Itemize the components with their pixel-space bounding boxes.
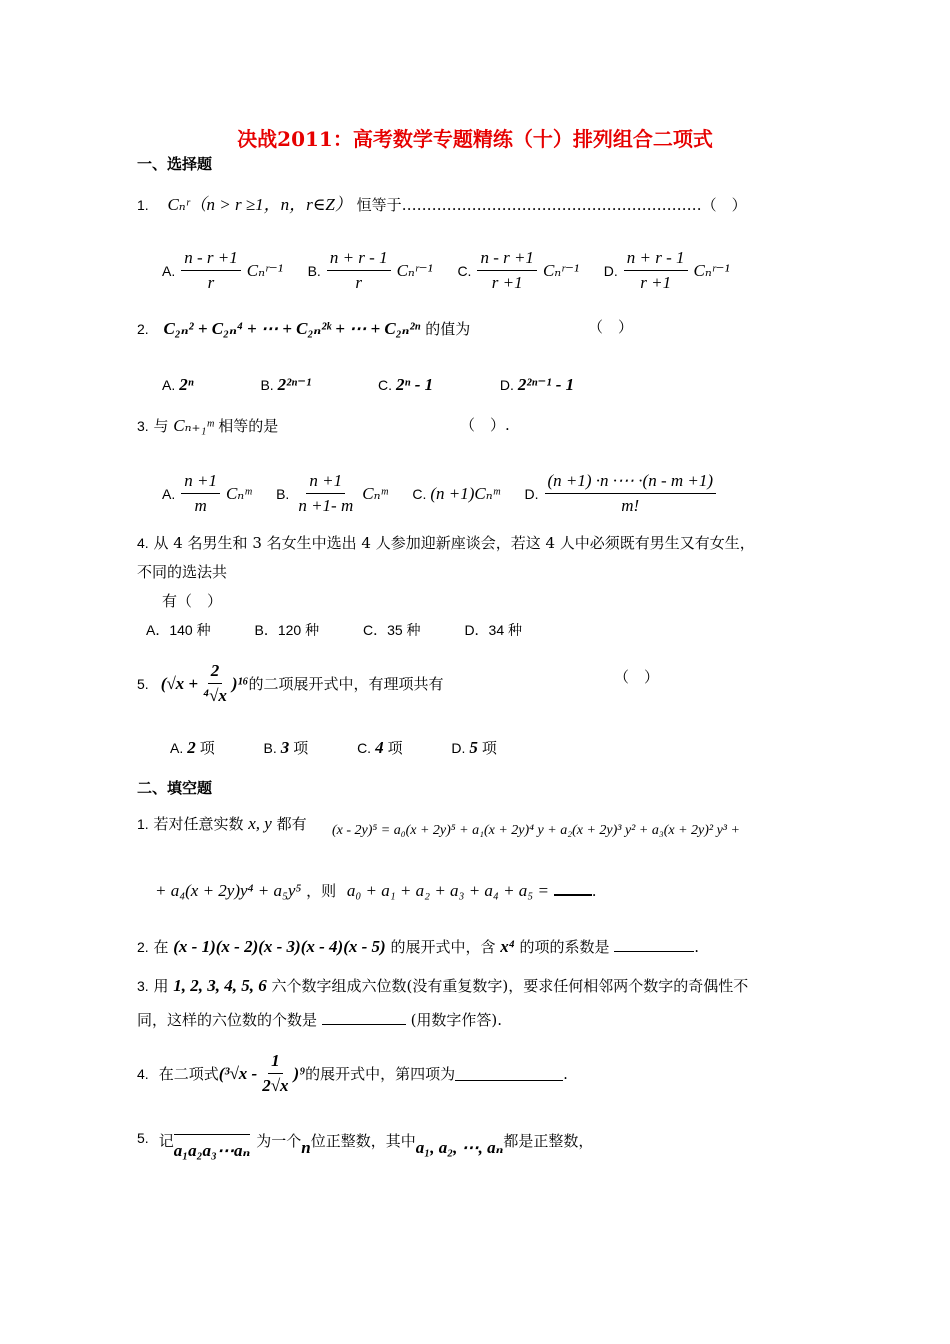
answer-paren: （ ） [588,318,634,336]
option-label: A. [162,262,176,279]
math-expression: 2²ⁿ⁻¹ [277,375,312,394]
option-d[interactable] [451,737,497,758]
option-label: D. [524,485,539,502]
option-d[interactable] [525,470,719,517]
section-heading-fill: 二、填空题 [137,779,213,797]
fill-question-3 [137,975,748,996]
question-text: 为一个 [256,1132,302,1150]
answer-paren: （ ）. [460,416,510,434]
option-label: A. [162,485,176,502]
math-expression: + a₄(x + 2y)y⁴ + a₅y⁵ [155,881,302,900]
answer-blank[interactable] [455,1066,563,1081]
question-text: 的二项展开式中，有理项共有 [248,675,444,693]
math-expression: 2ⁿ - 1 [396,375,434,394]
math-expression: 1, 2, 3, 4, 5, 6 [173,976,267,995]
section-heading-choice: 一、选择题 [137,155,213,173]
question-text: 的值为 [425,320,471,338]
question-text: (用数字作答). [410,1011,503,1029]
answer-blank[interactable] [614,937,694,952]
option-a[interactable] [162,375,194,395]
math-expression: a₁a₂a₃⋯aₙ [174,1134,251,1161]
option-label: C. [357,739,372,756]
question-text: 相等的是 [218,417,279,435]
fill-question-2 [137,936,699,957]
option-unit: 项 [387,739,403,757]
option-a[interactable]: A．140 种 [146,622,211,638]
math-expression: a₀ + a₁ + a₂ + a₃ + a₄ + a₅ = [346,881,549,900]
option-label: A. [170,739,184,756]
punctuation: . [591,882,597,900]
question-text: 都有 [276,815,307,833]
option-label: D. [499,377,514,393]
math-expression: (x - 1)(x - 2)(x - 3)(x - 4)(x - 5) [173,937,386,956]
question-text: 有（ ） [162,592,223,610]
question-text: 六个数字组成六位数(没有重复数字)，要求任何相邻两个数字的奇偶性不 [271,977,749,995]
math-expression: 5 [469,737,478,757]
question-text: 恒等于……………………………………………………（ ） [356,196,747,214]
question-text: 同，这样的六位数的个数是 [137,1011,318,1029]
question-text: 位正整数，其中 [310,1132,416,1150]
math-expression: 2 [187,737,196,757]
question-5-options [170,737,517,758]
question-number: 2. [137,939,149,955]
math-expression: (n +1)Cₙᵐ [430,483,500,503]
question-text: 用 [153,977,169,995]
question-number: 5. [137,1130,149,1146]
math-expression: Cₙʳ⁻¹ [542,260,580,280]
fill-question-5 [137,1130,593,1161]
question-text: 都是正整数， [503,1132,594,1150]
option-label: B. [307,262,321,279]
question-3-options [162,470,738,517]
option-unit: 项 [293,739,309,757]
question-2 [137,318,470,339]
math-expression: 4 [375,737,384,757]
option-c[interactable] [412,484,499,504]
math-expression: n [301,1138,311,1157]
question-5 [137,660,444,707]
math-expression: Cₙʳ⁻¹ [396,260,433,280]
question-text: 记 [158,1132,174,1150]
question-1-options [162,247,750,294]
math-expression: )¹⁶ [231,673,249,693]
math-expression: C₂ₙ² + C₂ₙ⁴ + ⋯ + C₂ₙ²ᵏ + ⋯ + C₂ₙ²ⁿ [163,319,421,338]
fraction: $\frac{(n +1) \cdot n \cdot\cdots \cdot(n - m +1)}{m!}$ [545,470,717,517]
question-text: 在 [153,938,169,956]
fraction: $\frac{n + r - 1}{r}$ [327,247,391,294]
option-label: B. [263,739,277,756]
page-title: 决战2011：高考数学专题精练（十）排列组合二项式 [237,127,713,151]
option-d[interactable] [604,247,730,294]
math-expression: 2²ⁿ⁻¹ - 1 [517,375,575,394]
fraction: $\frac{n + r - 1}{r +1}$ [624,247,688,294]
fraction: $\frac{n - r +1}{r}$ [181,247,241,294]
fraction: $\frac{2}{\text{⁴√x}}$ [203,661,227,705]
math-expression: 3 [280,737,290,757]
option-label: D. [451,739,466,756]
option-b[interactable] [264,737,309,758]
answer-blank[interactable] [322,1010,406,1025]
math-expression: (x - 2y)⁵ = a₀(x + 2y)⁵ + a₁(x + 2y)⁴ y + a₂(x + 2y)³ y² + a₃(x + 2y)² y³ + [332,823,740,838]
option-b[interactable] [308,247,433,294]
punctuation: . [563,1064,568,1083]
option-c[interactable]: C．35 种 [362,622,421,638]
fill-question-3-line2 [137,1009,502,1030]
option-c[interactable] [357,737,403,758]
fraction: $\frac{1}{2√x}$ [262,1051,289,1095]
math-expression: Cₙ₊₁ᵐ [173,416,214,435]
question-text: 不同的选法共 [137,563,228,581]
math-expression: 2ⁿ [179,375,194,394]
question-number: 2. [137,321,149,337]
option-label: B. [260,377,274,393]
fraction: $\frac{n +1}{m}$ [181,470,220,517]
math-expression: Cₙʳ⁻¹ [693,260,730,280]
punctuation: . [694,938,700,956]
option-label: C. [457,262,472,279]
option-unit: 项 [481,739,497,757]
question-text: 的展开式中，第四项为 [305,1065,456,1083]
question-text: 的展开式中，含 [390,938,496,956]
fraction: $\frac{n - r +1}{r +1}$ [477,247,537,294]
option-c[interactable] [378,375,433,395]
question-1 [137,190,747,215]
question-number: 1. [137,197,149,213]
option-unit: 项 [199,739,215,757]
math-expression: Cₙʳ⁻¹ [246,260,283,280]
math-expression: Cₙᵐ [225,483,252,503]
math-expression: x⁴ [500,937,515,956]
question-number: 3. [137,418,149,434]
option-a[interactable] [170,737,215,758]
option-a[interactable] [162,470,251,517]
fill-question-1 [137,813,307,834]
question-text: 若对任意实数 [153,815,244,833]
question-text: 在二项式 [158,1065,219,1083]
option-d[interactable]: D．34 种 [464,622,523,638]
answer-paren: （ ） [614,668,660,686]
option-c[interactable] [457,247,579,294]
question-text: 从 4 名男生和 3 名女生中选出 4 人参加迎新座谈会，若这 4 人中必须既有男生又有女生， [153,534,755,552]
fill-question-4 [137,1050,568,1097]
math-expression: )⁹ [293,1063,306,1083]
math-expression: (√x + [160,673,199,693]
option-label: C. [378,377,393,393]
fraction: $\frac{n +1}{n +1- m}$ [298,471,354,515]
math-expression: (³√x - [218,1063,258,1083]
option-label: B. [276,485,290,502]
question-2-options [162,375,594,395]
question-text: 的项的系数是 [519,938,610,956]
question-number: 1. [137,816,149,832]
option-label: A. [162,377,176,393]
option-a[interactable] [162,247,283,294]
question-number: 4. [137,1065,149,1082]
question-number: 4. [137,535,149,551]
question-number: 3. [137,978,149,994]
math-expression: Cₙʳ（n > r ≥1，n，r∈Z） [167,195,352,214]
answer-blank[interactable] [554,880,592,896]
math-expression: a₁, a₂, ⋯, aₙ [415,1138,504,1157]
math-expression: x, y [248,814,272,833]
option-b[interactable] [260,375,311,395]
question-4-options [146,620,522,640]
question-number: 5. [137,675,149,692]
option-b[interactable] [276,470,387,517]
question-text: ，则 [306,882,337,900]
math-expression: Cₙᵐ [362,483,388,503]
option-label: C. [412,485,427,502]
question-text: 与 [153,417,169,435]
option-b[interactable]: B．120 种 [254,622,320,638]
option-label: D. [603,262,618,279]
question-4 [137,532,755,553]
option-d[interactable] [500,375,574,395]
fill-question-1-line2 [155,880,597,901]
question-3 [137,415,278,436]
